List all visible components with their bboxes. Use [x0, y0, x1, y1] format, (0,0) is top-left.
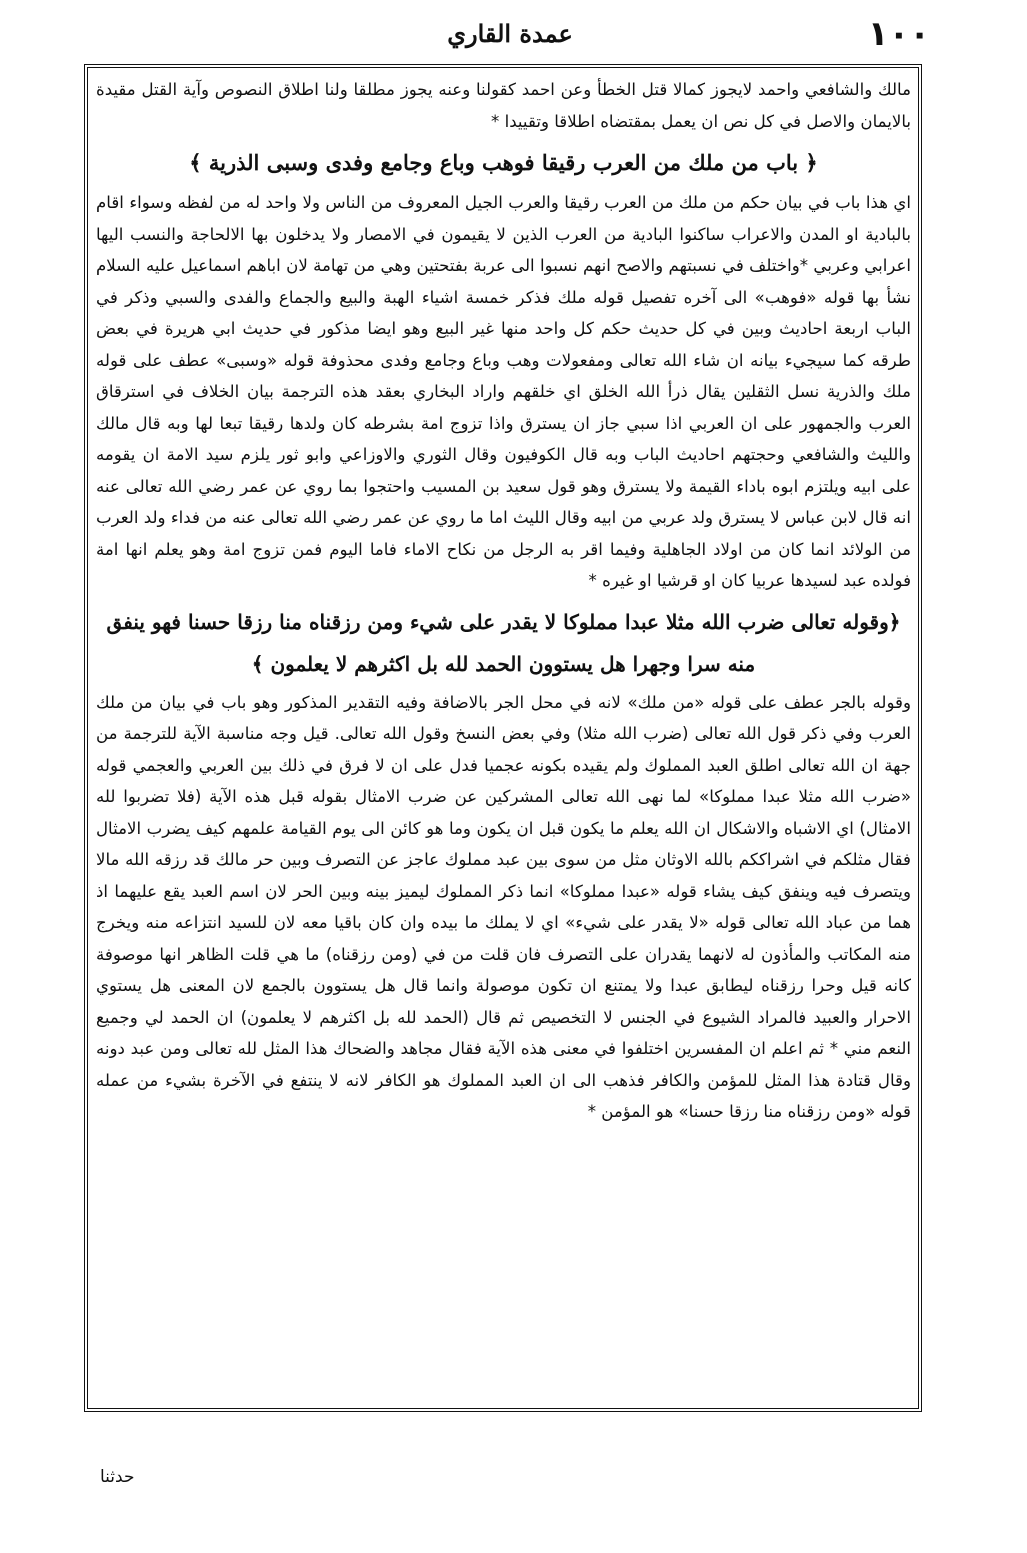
- paragraph-commentary-chapter: اي هذا باب في بيان حكم من ملك من العرب رقيقا والعرب الجيل المعروف من الناس ولا واحد له من لفظه وسواء اقام بالبادية او المدن والاعراب ساكنوا البادية من العرب الذين لا يقيمون في الامصار ولا يدخلون بها الالحاجة والنسب اليها اعرابي وعربي *واختلف في نسبتهم والاصح انهم نسبوا الى عربة بفتحتين وهي من تهامة لان اباهم اسماعيل عليه السلام نشأ بها قوله «فوهب» الى آخره تفصيل قوله ملك فذكر خمسة اشياء الهبة والبيع والجماع والفدى والسبي وذكر في الباب اربعة احاديث وبين في كل حديث حكم كل واحد منها غير البيع وهو ايضا مذكور في حديث ابي هريرة في بعض طرقه كما سيجيء بيانه ان شاء الله تعالى ومفعولات وهب وباع وجامع وفدى محذوفة قوله «وسبى» عطف على قوله ملك والذرية نسل الثقلين يقال ذرأ الله الخلق اي خلقهم واراد البخاري بعقد هذه الترجمة بيان الخلاف في استرقاق العرب والجمهور على ان العربي اذا سبي جاز ان يسترق واذا تزوج امة بشرطه كان ولدها رقيقا تبعا لها وبه قال مالك والليث والشافعي وحجتهم احاديث الباب وبه قال الكوفيون وقال الثوري والاوزاعي وابو ثور يلزم سيد الامة ان يقومه على ابيه ويلتزم ابوه باداء القيمة ولا يسترق وهو قول سعيد بن المسيب واحتجوا بما روي عن عمر رضي الله تعالى عنه انه قال لابن عباس لا يسترق ولد عربي من ابيه وقال الليث اما ما روي عن عمر رضي الله تعالى عنه من فداء ولد العرب من الولائد انما كان من اولاد الجاهلية وفيما اقر به الرجل من نكاح الاماء فاما اليوم فمن تزوج امة وهو يعلم انها امة فولده عبد لسيدها عربيا كان او قرشيا او غيره *: [96, 193, 911, 590]
- chapter-heading: ﴿ باب من ملك من العرب رقيقا فوهب وباع وجامع وفدى وسبى الذرية ﴾: [189, 150, 818, 175]
- paragraph-commentary-verse: وقوله بالجر عطف على قوله «من ملك» لانه في محل الجر بالاضافة وفيه التقدير المذكور وهو باب في بيان من ملك العرب وفي ذكر قول الله تعالى (ضرب الله مثلا) وفي بعض النسخ وقول الله تعالى. قيل وجه مناسبة الآية للترجمة من جهة ان الله تعالى اطلق العبد المملوك ولم يقيده بكونه عجميا فدل على ان لا فرق في ذلك بين العربي والعجمي قوله «ضرب الله مثلا عبدا مملوكا» لما نهى الله تعالى المشركين عن ضرب الامثال بقوله قبل هذه الآية (فلا تضربوا لله الامثال) اي الاشباه والاشكال ان الله يعلم ما يكون قبل ان يكون وما هو كائن الى يوم القيامة علمهم كيف يضرب الامثال فقال مثلكم في اشراككم بالله الاوثان مثل من سوى بين عبد مملوك عاجز عن التصرف وبين حر مالك قد رزقه الله مالا ويتصرف فيه وينفق كيف يشاء قوله «عبدا مملوكا» انما ذكر المملوك ليميز بينه وبين الحر لان اسم العبد يقع عليهما اذ هما من عباد الله تعالى قوله «لا يقدر على شيء» اي لا يملك ما بيده وان كان باقيا معه لان للسيد انتزاعه منه ويخرج منه المكاتب والمأذون له لانهما يقدران على التصرف فان قلت من في (ومن رزقناه) ما هي قلت الظاهر انها موصوفة كانه قيل وحرا رزقناه ليطابق عبدا ولا يمتنع ان تكون موصولة وانما قال هل يستوون بالجمع لان المعنى هل يستوي الاحرار والعبيد فالمراد الشيوع في الجنس لا التخصيص ثم قال (الحمد لله بل اكثرهم لا يعلمون) ان الحمد لي وجميع النعم مني * ثم اعلم ان المفسرين اختلفوا في معنى هذه الآية فقال مجاهد والضحاك هذا المثل لله تعالى ومن عبد دونه وقال قتادة هذا المثل للمؤمن والكافر فذهب الى ان العبد المملوك هو الكافر لانه لا ينتفع في الآخرة بشيء من عمله قوله «ومن رزقناه منا رزقا حسنا» هو المؤمن *: [96, 692, 911, 1121]
- page-number: ١٠٠: [867, 14, 930, 54]
- quran-verse-heading: ﴿وقوله تعالى ضرب الله مثلا عبدا مملوكا لا يقدر على شيء ومن رزقناه منا رزقا حسنا فهو ينفق منه سرا وجهرا هل يستوون الحمد لله بل اكثرهم لا يعلمون ﴾: [106, 609, 901, 676]
- paragraph-intro: مالك والشافعي واحمد لايجوز كمالا قتل الخطأ وعن احمد كقولنا وعنه يجوز مطلقا ولنا اطلاق النصوص وآية القتل مقيدة بالايمان والاصل في كل نص ان يعمل بمقتضاه اطلاقا وتقييدا *: [96, 80, 911, 131]
- catchword: حدثنا: [100, 1467, 135, 1487]
- page-header: [90, 14, 930, 58]
- book-title: عمدة القاري: [447, 19, 573, 48]
- main-text-block: [96, 74, 911, 1399]
